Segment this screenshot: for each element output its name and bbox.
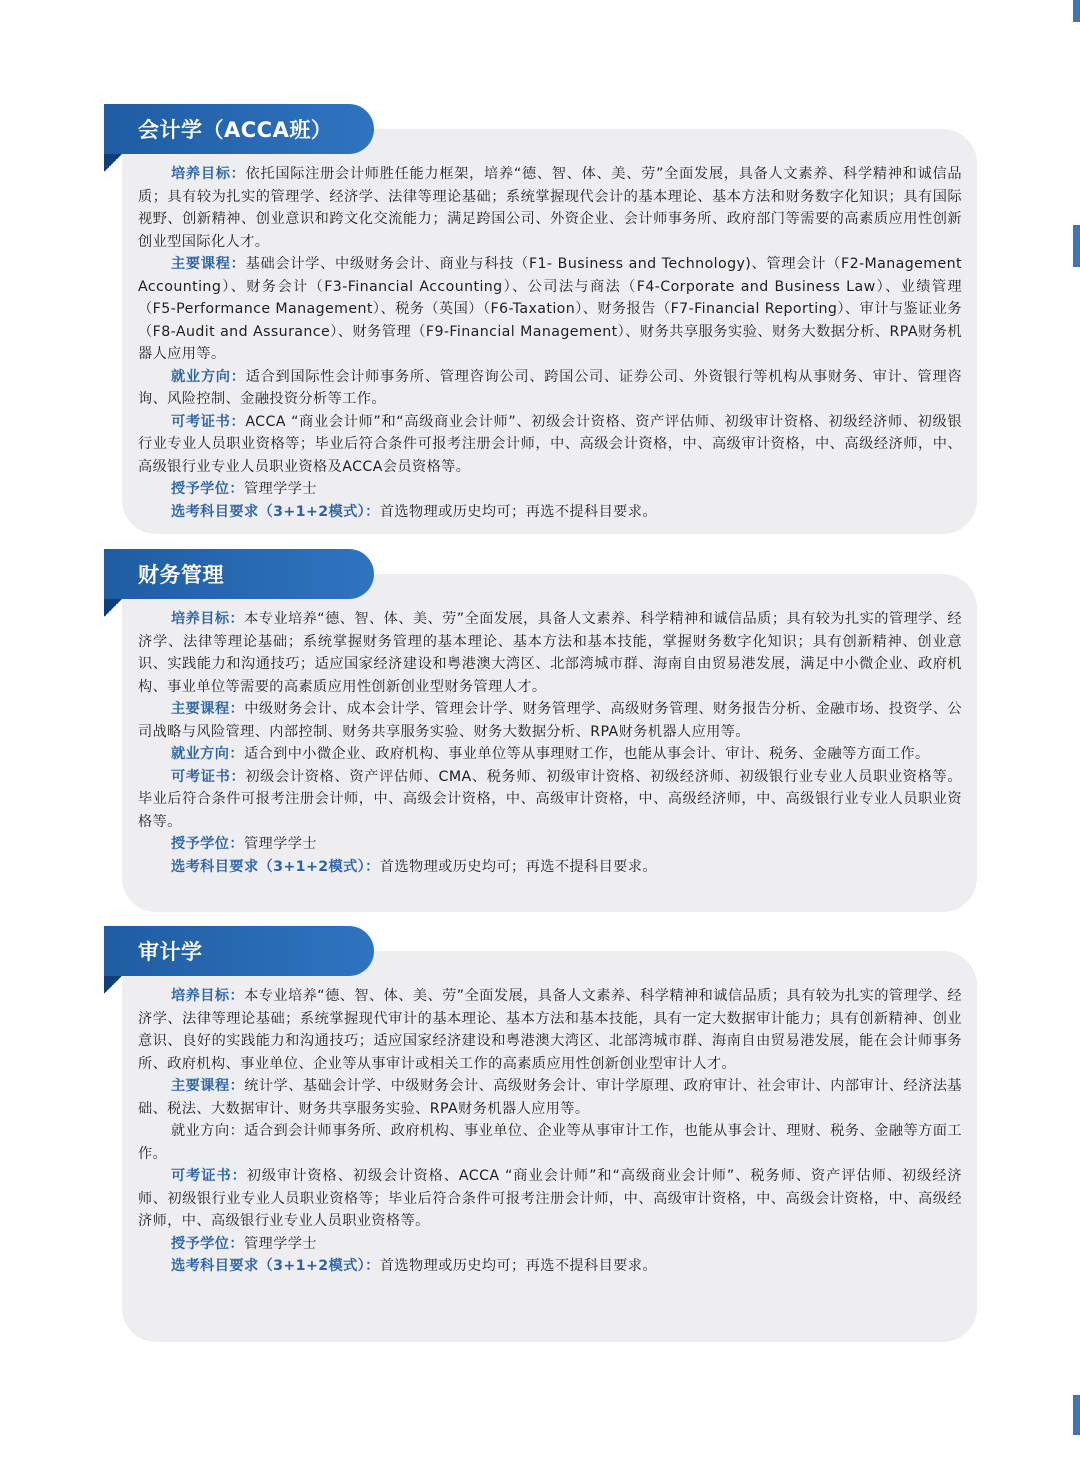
section-tab	[104, 104, 374, 154]
section-title: 审计学	[138, 940, 203, 964]
degree	[138, 1233, 962, 1256]
section-tab	[104, 549, 374, 599]
career-direction	[138, 1120, 962, 1165]
edge-accent-bottom	[1073, 1395, 1080, 1435]
section-tab	[104, 926, 374, 976]
item-label: 选考科目要求（3+1+2模式）：	[171, 503, 380, 520]
edge-accent-middle	[1073, 225, 1080, 267]
item-text: ACCA “商业会计师”和“高级商业会计师”、初级会计资格、资产评估师、初级审计资格、初级经济师、初级银行业专业人员职业资格等；毕业后符合条件可报考注册会计师，中、高级会计资格，中、高级审计资格，中、高级经济师，中、高级银行业专业人员职业资格及ACCA会员资格等。	[138, 413, 962, 475]
item-text: 依托国际注册会计师胜任能力框架，培养“德、智、体、美、劳”全面发展，具备人文素养、科学精神和诚信品质；具有较为扎实的管理学、经济学、法律等理论基础；系统掌握现代会计的基本理论、基本方法和财务数字化知识；具有国际视野、创新精神、创业意识和跨文化交流能力；满足跨国公司、外资企业、会计师事务所、政府部门等需要的高素质应用性创新创业型国际化人才。	[138, 166, 962, 250]
career-direction	[138, 366, 962, 411]
item-label: 可考证书：	[171, 413, 246, 430]
item-text: 首选物理或历史均可；再选不提科目要求。	[379, 503, 657, 520]
training-goal	[138, 163, 962, 253]
certificates	[138, 411, 962, 479]
item-label: 可考证书：	[171, 768, 246, 785]
item-label: 就业方向：	[171, 746, 244, 762]
item-text: 适合到会计师事务所、政府机构、事业单位、企业等从事审计工作，也能从事会计、理财、税务、金融等方面工作。	[138, 1123, 962, 1162]
item-label: 授予学位：	[171, 836, 244, 852]
item-label: 主要课程：	[171, 701, 245, 717]
item-label: 授予学位：	[171, 481, 244, 497]
degree	[138, 478, 962, 501]
career-direction	[138, 743, 962, 766]
item-label: 就业方向：	[171, 1123, 245, 1139]
tab-fold-decoration	[104, 599, 122, 617]
main-courses	[138, 253, 962, 366]
item-label: 授予学位：	[171, 1235, 244, 1252]
certificates	[138, 1165, 962, 1233]
item-label: 主要课程：	[171, 1078, 245, 1094]
section-financial-management	[104, 549, 977, 912]
section-auditing	[104, 926, 977, 1342]
tab-fold-decoration	[104, 976, 122, 994]
item-label: 主要课程：	[171, 256, 246, 272]
item-label: 培养目标：	[171, 988, 245, 1004]
item-label: 培养目标：	[171, 166, 246, 182]
item-text: 基础会计学、中级财务会计、商业与科技（F1- Business and Technology)、管理会计（F2-Management Accounting）、财务会计（F3-Financial Accounting）、公司法与商法（F4-Corporate and Business Law）、业绩管理（F5-Performance Management）、税务（英国）（F6-Taxation）、财务报告（F7-Financial Reporting）、审计与鉴证业务（F8-Audit and Assurance）、财务管理（F9-Financial Management）、财务共享服务实验、财务大数据分析、RPA财务机器人应用等。	[138, 256, 962, 362]
item-label: 选考科目要求（3+1+2模式）：	[171, 858, 380, 875]
item-text: 适合到中小微企业、政府机构、事业单位等从事理财工作，也能从事会计、审计、税务、金融等方面工作。	[243, 746, 930, 762]
item-text: 统计学、基础会计学、中级财务会计、高级财务会计、审计学原理、政府审计、社会审计、内部审计、经济法基础、税法、大数据审计、财务共享服务实验、RPA财务机器人应用等。	[138, 1078, 962, 1117]
item-text: 管理学学士	[243, 836, 317, 852]
main-courses	[138, 698, 962, 743]
section-title: 会计学（ACCA班）	[138, 118, 333, 142]
tab-fold-decoration	[104, 154, 122, 172]
main-courses	[138, 1075, 962, 1120]
item-text: 管理学学士	[243, 481, 317, 497]
item-text: 首选物理或历史均可；再选不提科目要求。	[379, 1258, 657, 1274]
training-goal	[138, 608, 962, 698]
degree	[138, 833, 962, 856]
section-content	[138, 985, 962, 1278]
edge-accent-top	[1073, 0, 1080, 22]
item-label: 就业方向：	[171, 368, 246, 385]
section-title: 财务管理	[138, 563, 224, 587]
item-text: 本专业培养“德、智、体、美、劳”全面发展，具备人文素养、科学精神和诚信品质；具有较为扎实的管理学、经济学、法律等理论基础；系统掌握现代审计的基本理论、基本方法和基本技能，具有一定大数据审计能力；具有创新精神、创业意识、良好的实践能力和沟通技巧；适应国家经济建设和粤港澳大湾区、北部湾城市群、海南自由贸易港发展，能在会计师事务所、政府机构、事业单位、企业等从事审计或相关工作的高素质应用性创新创业型审计人才。	[138, 988, 962, 1072]
item-label: 选考科目要求（3+1+2模式）：	[171, 1258, 380, 1274]
section-content	[138, 163, 962, 523]
item-text: 管理学学士	[243, 1235, 317, 1252]
subject-requirement	[138, 856, 962, 879]
certificates	[138, 766, 962, 834]
training-goal	[138, 985, 962, 1075]
item-text: 适合到国际性会计师事务所、管理咨询公司、跨国公司、证券公司、外资银行等机构从事财务、审计、管理咨询、风险控制、金融投资分析等工作。	[138, 368, 962, 407]
item-text: 初级会计资格、资产评估师、CMA、税务师、初级审计资格、初级经济师、初级银行业专业人员职业资格等。毕业后符合条件可报考注册会计师，中、高级会计资格，中、高级审计资格，中、高级经济师，中、高级银行业专业人员职业资格等。	[138, 768, 962, 830]
subject-requirement	[138, 1255, 962, 1278]
item-text: 初级审计资格、初级会计资格、ACCA “商业会计师”和“高级商业会计师”、税务师、资产评估师、初级经济师、初级银行业专业人员职业资格等；毕业后符合条件可报考注册会计师，中、高级审计资格，中、高级会计资格，中、高级经济师，中、高级银行业专业人员职业资格等。	[138, 1168, 962, 1229]
section-content	[138, 608, 962, 878]
section-accounting-acca	[104, 104, 977, 534]
item-label: 可考证书：	[171, 1168, 247, 1184]
item-text: 首选物理或历史均可；再选不提科目要求。	[379, 858, 657, 875]
subject-requirement	[138, 501, 962, 524]
item-label: 培养目标：	[171, 611, 245, 627]
item-text: 本专业培养“德、智、体、美、劳”全面发展，具备人文素养、科学精神和诚信品质；具有较为扎实的管理学、经济学、法律等理论基础；系统掌握财务管理的基本理论、基本方法和基本技能，掌握财务数字化知识；具有创新精神、创业意识、实践能力和沟通技巧；适应国家经济建设和粤港澳大湾区、北部湾城市群、海南自由贸易港发展，满足中小微企业、政府机构、事业单位等需要的高素质应用性创新创业型财务管理人才。	[138, 611, 962, 695]
item-text: 中级财务会计、成本会计学、管理会计学、财务管理学、高级财务管理、财务报告分析、金融市场、投资学、公司战略与风险管理、内部控制、财务共享服务实验、财务大数据分析、RPA财务机器人应用等。	[138, 701, 962, 740]
